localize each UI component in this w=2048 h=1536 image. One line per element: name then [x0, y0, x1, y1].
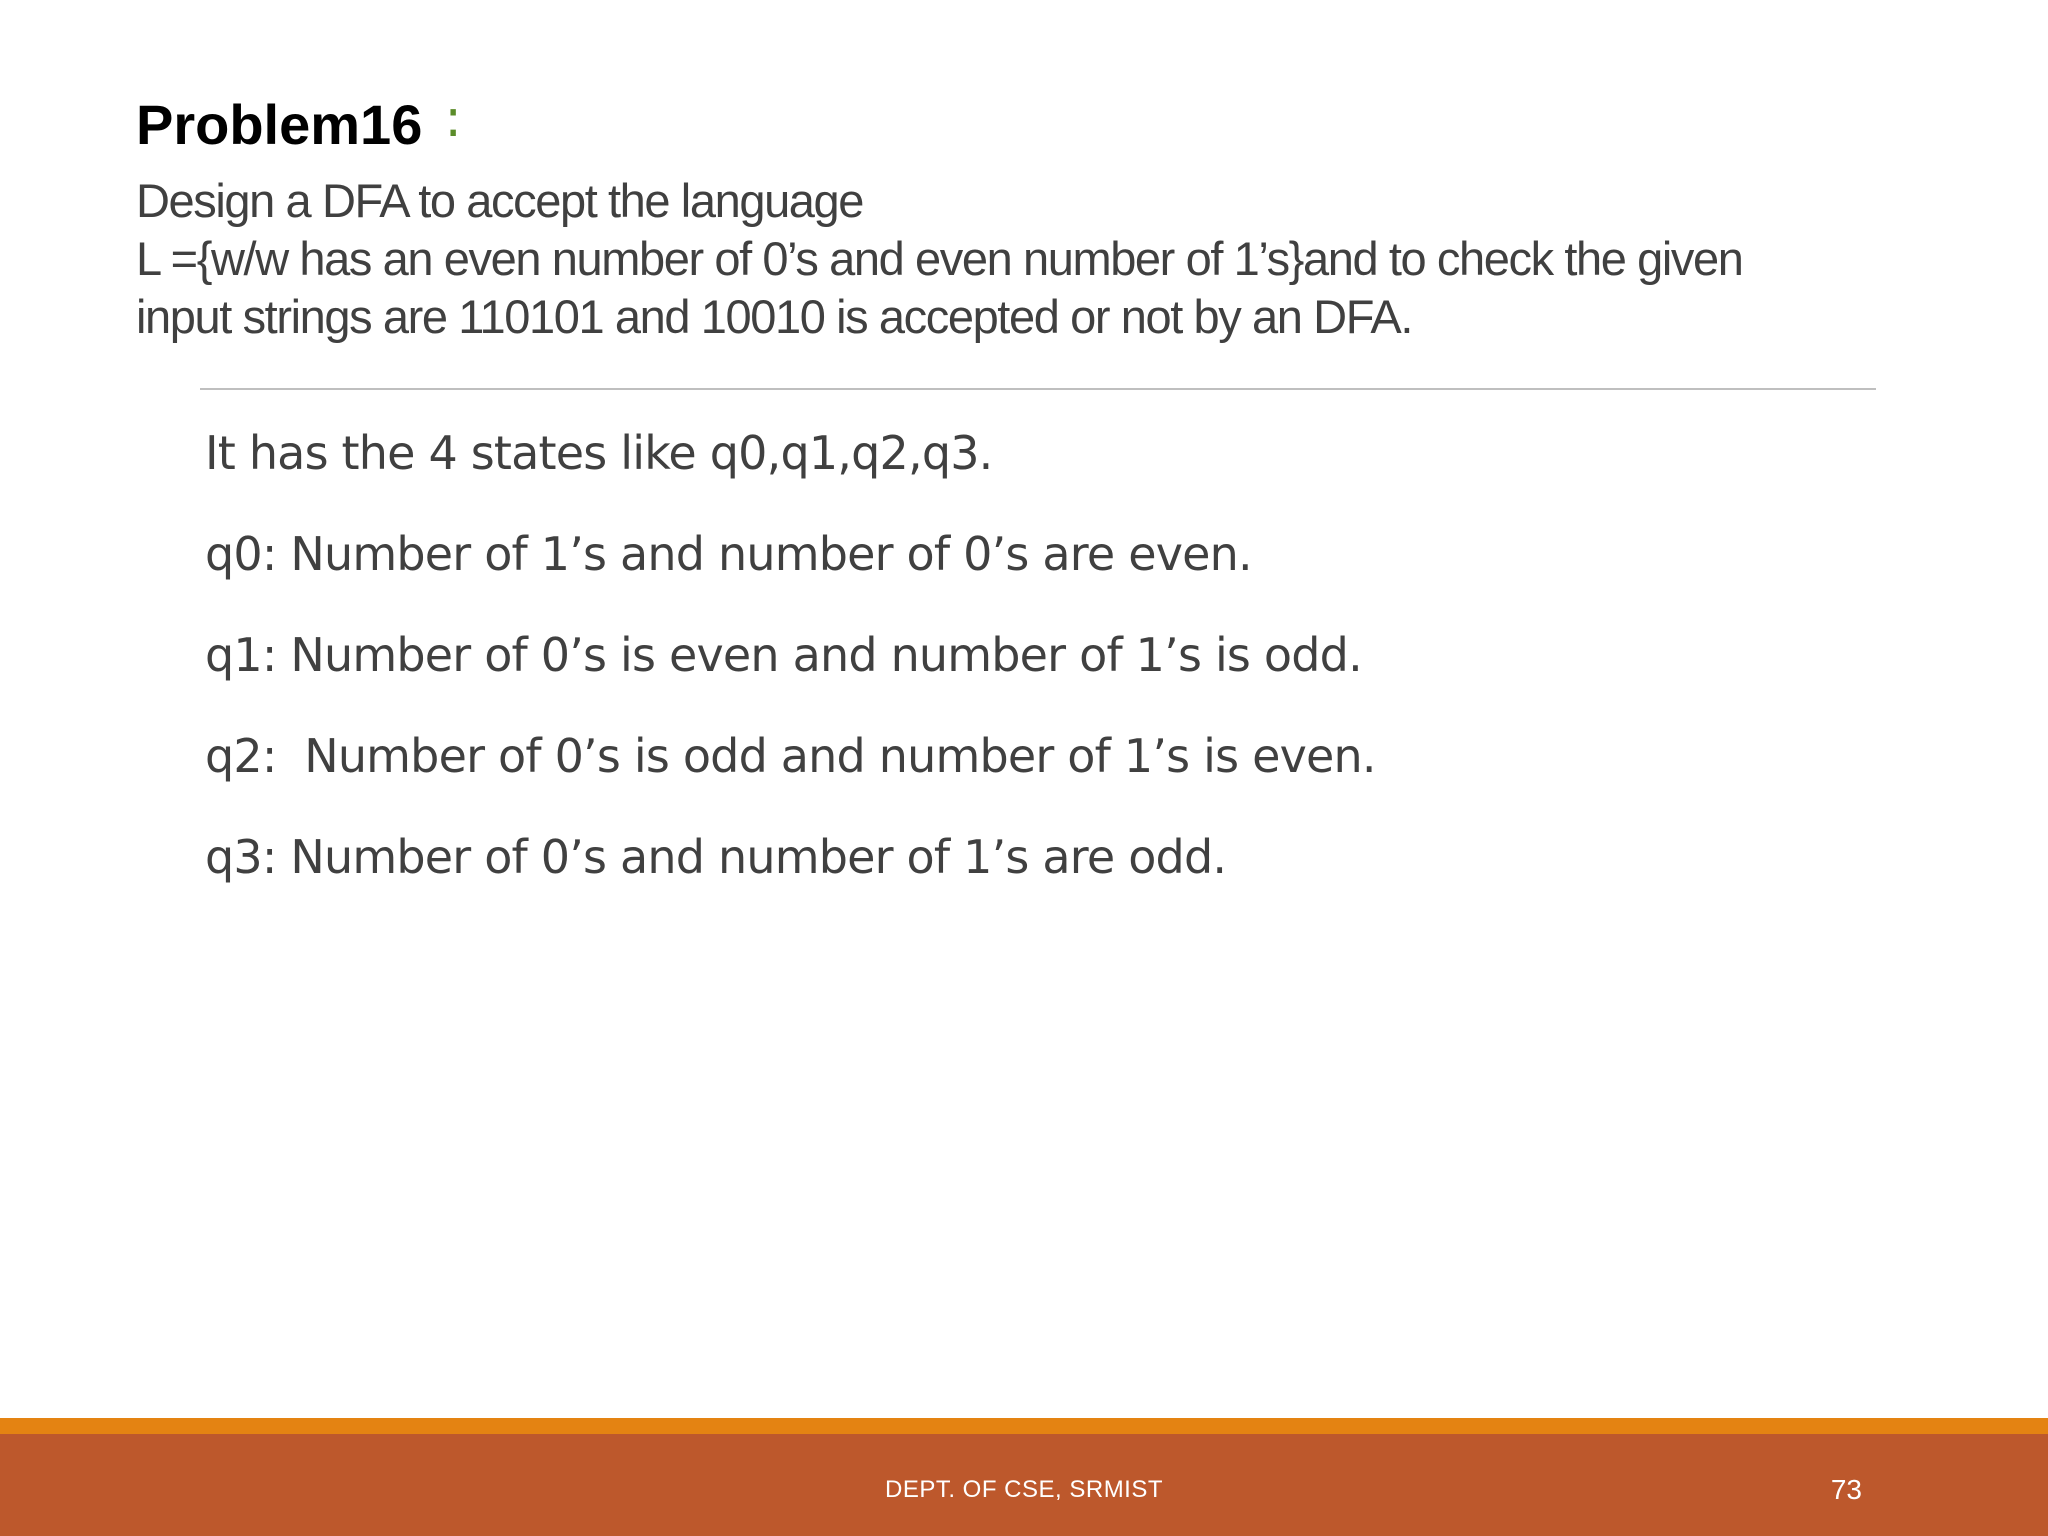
slide-title: Problem16: [136, 93, 423, 156]
footer-accent-stripe: [0, 1418, 2048, 1434]
body-content: [205, 420, 1905, 925]
slide-title-row: [136, 89, 462, 157]
problem-statement-line-3: input strings are 110101 and 10010 is accepted or not by an DFA.: [136, 290, 1413, 343]
body-line-q2: q2: Number of 0’s is odd and number of 1’s is even.: [205, 729, 1376, 783]
title-colon: :: [444, 89, 462, 149]
problem-statement-line-2: L ={w/w has an even number of 0’s and even number of 1’s}and to check the given: [136, 232, 1743, 285]
divider-line: [200, 388, 1876, 390]
page-number: 73: [1830, 1474, 1862, 1505]
body-line-q0: q0: Number of 1’s and number of 0’s are even.: [205, 527, 1252, 581]
problem-statement: [136, 172, 1936, 346]
footer-text: DEPT. OF CSE, SRMIST: [884, 1476, 1164, 1503]
problem-statement-line-1: Design a DFA to accept the language: [136, 174, 864, 227]
body-line-q3: q3: Number of 0’s and number of 1’s are odd.: [205, 830, 1227, 884]
body-line-states: It has the 4 states like q0,q1,q2,q3.: [205, 426, 993, 480]
body-line-q1: q1: Number of 0’s is even and number of 1’s is odd.: [205, 628, 1362, 682]
